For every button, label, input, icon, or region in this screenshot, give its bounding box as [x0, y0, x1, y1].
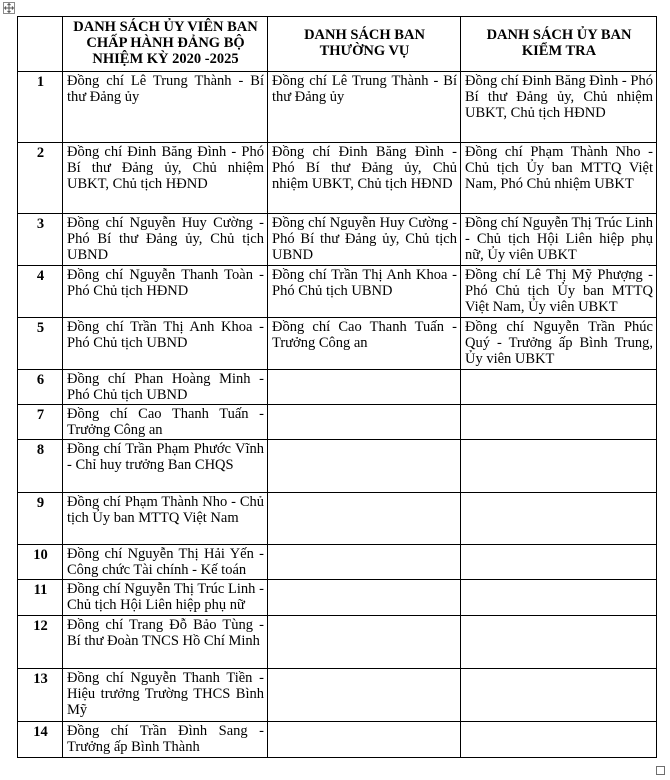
inspection-member	[461, 580, 657, 616]
inspection-member: Đồng chí Lê Thị Mỹ Phượng - Phó Chủ tịch Ủy ban MTTQ Việt Nam, Ủy viên UBKT	[461, 266, 657, 318]
executive-member: Đồng chí Phạm Thành Nho - Chủ tịch Ủy ban MTTQ Việt Nam	[63, 493, 268, 545]
standing-member	[268, 669, 461, 722]
table-row	[18, 440, 657, 493]
executive-member: Đồng chí Nguyễn Thanh Tiền - Hiệu trưởng Trường THCS Bình Mỹ	[63, 669, 268, 722]
executive-member: Đồng chí Nguyễn Huy Cường - Phó Bí thư Đảng ủy, Chủ tịch UBND	[63, 214, 268, 266]
table-row	[18, 143, 657, 214]
executive-member: Đồng chí Trần Đình Sang - Trưởng ấp Bình Thành	[63, 722, 268, 758]
row-number: 4	[18, 266, 63, 318]
executive-member: Đồng chí Trang Đỗ Bảo Tùng - Bí thư Đoàn TNCS Hồ Chí Minh	[63, 616, 268, 669]
table-move-handle-icon[interactable]	[3, 2, 15, 14]
standing-member: Đồng chí Lê Trung Thành - Bí thư Đảng ủy	[268, 72, 461, 143]
row-number: 10	[18, 545, 63, 580]
standing-member	[268, 405, 461, 440]
inspection-member	[461, 493, 657, 545]
table-row	[18, 72, 657, 143]
header-number	[18, 17, 63, 72]
table-row	[18, 214, 657, 266]
executive-member: Đồng chí Nguyễn Thanh Toàn - Phó Chủ tịch HĐND	[63, 266, 268, 318]
table-row	[18, 405, 657, 440]
table-row	[18, 669, 657, 722]
inspection-member: Đồng chí Nguyễn Trần Phúc Quý - Trưởng ấp Bình Trung, Ủy viên UBKT	[461, 318, 657, 370]
row-number: 1	[18, 72, 63, 143]
table-row	[18, 370, 657, 405]
row-number: 13	[18, 669, 63, 722]
row-number: 9	[18, 493, 63, 545]
executive-member: Đồng chí Lê Trung Thành - Bí thư Đảng ủy	[63, 72, 268, 143]
row-number: 12	[18, 616, 63, 669]
inspection-member	[461, 669, 657, 722]
row-number: 6	[18, 370, 63, 405]
row-number: 8	[18, 440, 63, 493]
table-row	[18, 616, 657, 669]
executive-member: Đồng chí Nguyễn Thị Trúc Linh - Chủ tịch Hội Liên hiệp phụ nữ	[63, 580, 268, 616]
standing-member	[268, 545, 461, 580]
header-executive-committee: DANH SÁCH ỦY VIÊN BAN CHẤP HÀNH ĐẢNG BỘ NHIỆM KỲ 2020 -2025	[63, 17, 268, 72]
executive-member: Đồng chí Cao Thanh Tuấn - Trưởng Công an	[63, 405, 268, 440]
standing-member	[268, 722, 461, 758]
executive-member: Đồng chí Phan Hoàng Minh - Phó Chủ tịch UBND	[63, 370, 268, 405]
row-number: 5	[18, 318, 63, 370]
row-number: 14	[18, 722, 63, 758]
standing-member	[268, 493, 461, 545]
inspection-member	[461, 405, 657, 440]
table-row	[18, 722, 657, 758]
header-standing-committee: DANH SÁCH BAN THƯỜNG VỤ	[268, 17, 461, 72]
inspection-member: Đồng chí Đinh Băng Đình - Phó Bí thư Đảng ủy, Chủ nhiệm UBKT, Chủ tịch HĐND	[461, 72, 657, 143]
standing-member	[268, 440, 461, 493]
committee-table	[17, 16, 657, 758]
standing-member: Đồng chí Cao Thanh Tuấn - Trưởng Công an	[268, 318, 461, 370]
standing-member: Đồng chí Trần Thị Anh Khoa - Phó Chủ tịch UBND	[268, 266, 461, 318]
inspection-member	[461, 440, 657, 493]
row-number: 7	[18, 405, 63, 440]
table-row	[18, 318, 657, 370]
inspection-member: Đồng chí Phạm Thành Nho - Chủ tịch Ủy ban MTTQ Việt Nam, Phó Chủ nhiệm UBKT	[461, 143, 657, 214]
executive-member: Đồng chí Trần Phạm Phước Vĩnh - Chỉ huy trưởng Ban CHQS	[63, 440, 268, 493]
executive-member: Đồng chí Nguyễn Thị Hải Yến - Công chức Tài chính - Kế toán	[63, 545, 268, 580]
standing-member: Đồng chí Đinh Băng Đình - Phó Bí thư Đảng ủy, Chủ nhiệm UBKT, Chủ tịch HĐND	[268, 143, 461, 214]
inspection-member	[461, 370, 657, 405]
table-row	[18, 493, 657, 545]
executive-member: Đồng chí Trần Thị Anh Khoa - Phó Chủ tịch UBND	[63, 318, 268, 370]
standing-member: Đồng chí Nguyễn Huy Cường - Phó Bí thư Đảng ủy, Chủ tịch UBND	[268, 214, 461, 266]
standing-member	[268, 580, 461, 616]
row-number: 3	[18, 214, 63, 266]
table-resize-handle-icon[interactable]	[656, 766, 665, 775]
inspection-member: Đồng chí Nguyễn Thị Trúc Linh - Chủ tịch Hội Liên hiệp phụ nữ, Ủy viên UBKT	[461, 214, 657, 266]
table-row	[18, 545, 657, 580]
header-inspection-committee: DANH SÁCH ỦY BAN KIỂM TRA	[461, 17, 657, 72]
executive-member: Đồng chí Đinh Băng Đình - Phó Bí thư Đảng ủy, Chủ nhiệm UBKT, Chủ tịch HĐND	[63, 143, 268, 214]
inspection-member	[461, 722, 657, 758]
standing-member	[268, 370, 461, 405]
inspection-member	[461, 545, 657, 580]
header-row	[18, 17, 657, 72]
row-number: 2	[18, 143, 63, 214]
table-row	[18, 580, 657, 616]
inspection-member	[461, 616, 657, 669]
table-row	[18, 266, 657, 318]
standing-member	[268, 616, 461, 669]
row-number: 11	[18, 580, 63, 616]
